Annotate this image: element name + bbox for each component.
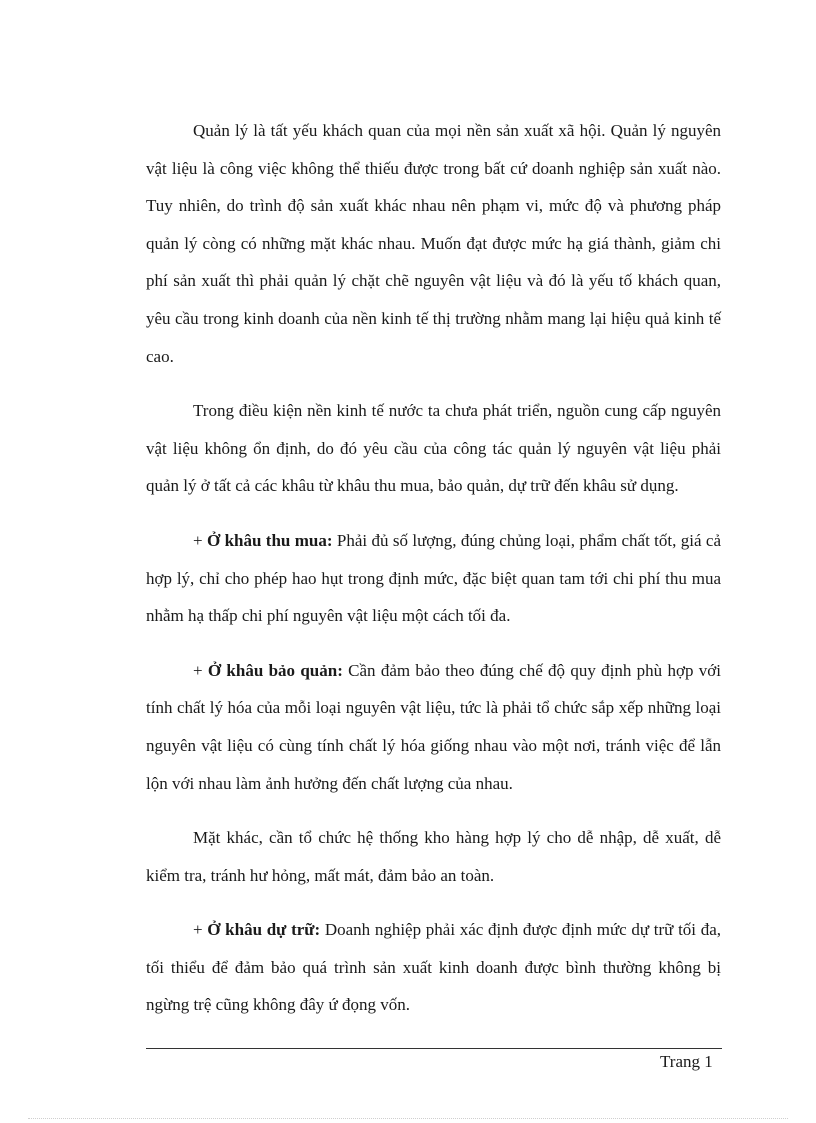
paragraph-1: Quản lý là tất yếu khách quan của mọi nền sản xuất xã hội. Quản lý nguyên vật liệu là công việc không thể thiếu được trong bất cứ doanh nghiệp sản xuất nào. Tuy nhiên, do trình độ sản xuất khác nhau nên phạm vi, mức độ và phương pháp quản lý còng có những mặt khác nhau. Muốn đạt được mức hạ giá thành, giảm chi phí sản xuất thì phải quản lý chặt chẽ nguyên vật liệu và đó là yếu tố khách quan, yêu cầu trong kinh doanh của nền kinh tế thị trường nhằm mang lại hiệu quả kinh tế cao. bbox=[146, 121, 721, 366]
heading-bao-quan: Ở khâu bảo quản: bbox=[207, 660, 343, 680]
paragraph-2: Trong điều kiện nền kinh tế nước ta chưa phát triển, nguồn cung cấp nguyên vật liệu không ổn định, do đó yêu cầu của công tác quản lý nguyên vật liệu phải quản lý ở tất cả các khâu từ khâu thu mua, bảo quản, dự trữ đến khâu sử dụng. bbox=[146, 401, 721, 496]
heading-du-tru: Ở khâu dự trữ: bbox=[207, 920, 321, 940]
paragraph-thu-mua: + Ở khâu thu mua: Phải đủ số lượng, đúng chủng loại, phẩm chất tốt, giá cả hợp lý, chỉ cho phép hao hụt trong định mức, đặc biệt quan tam tới chi phí thu mua nhằm hạ thấp chi phí nguyên vật liệu một cách tối đa. bbox=[146, 530, 721, 626]
document-body bbox=[146, 112, 721, 1024]
paragraph-kho-hang: Mặt khác, cần tổ chức hệ thống kho hàng hợp lý cho dễ nhập, dễ xuất, dễ kiểm tra, tránh hư hỏng, mất mát, đảm bảo an toàn. bbox=[146, 828, 721, 885]
heading-thu-mua: Ở khâu thu mua: bbox=[206, 530, 333, 550]
footer-divider bbox=[146, 1048, 722, 1049]
page-number: Trang 1 bbox=[660, 1052, 713, 1071]
paragraph-bao-quan: + Ở khâu bảo quản: Cần đảm bảo theo đúng chế độ quy định phù hợp với tính chất lý hóa của mỗi loại nguyên vật liệu, tức là phải tổ chức sắp xếp những loại nguyên vật liệu có cùng tính chất lý hóa giống nhau vào một nơi, tránh việc để lẫn lộn với nhau làm ảnh hưởng đến chất lượng của nhau. bbox=[146, 660, 721, 793]
page-bottom-border bbox=[28, 1118, 788, 1119]
paragraph-du-tru: + Ở khâu dự trữ: Doanh nghiệp phải xác định được định mức dự trữ tối đa, tối thiểu để đảm bảo quá trình sản xuất kinh doanh được bình thường không bị ngừng trệ cũng không đây ứ đọng vốn. bbox=[146, 920, 722, 1015]
